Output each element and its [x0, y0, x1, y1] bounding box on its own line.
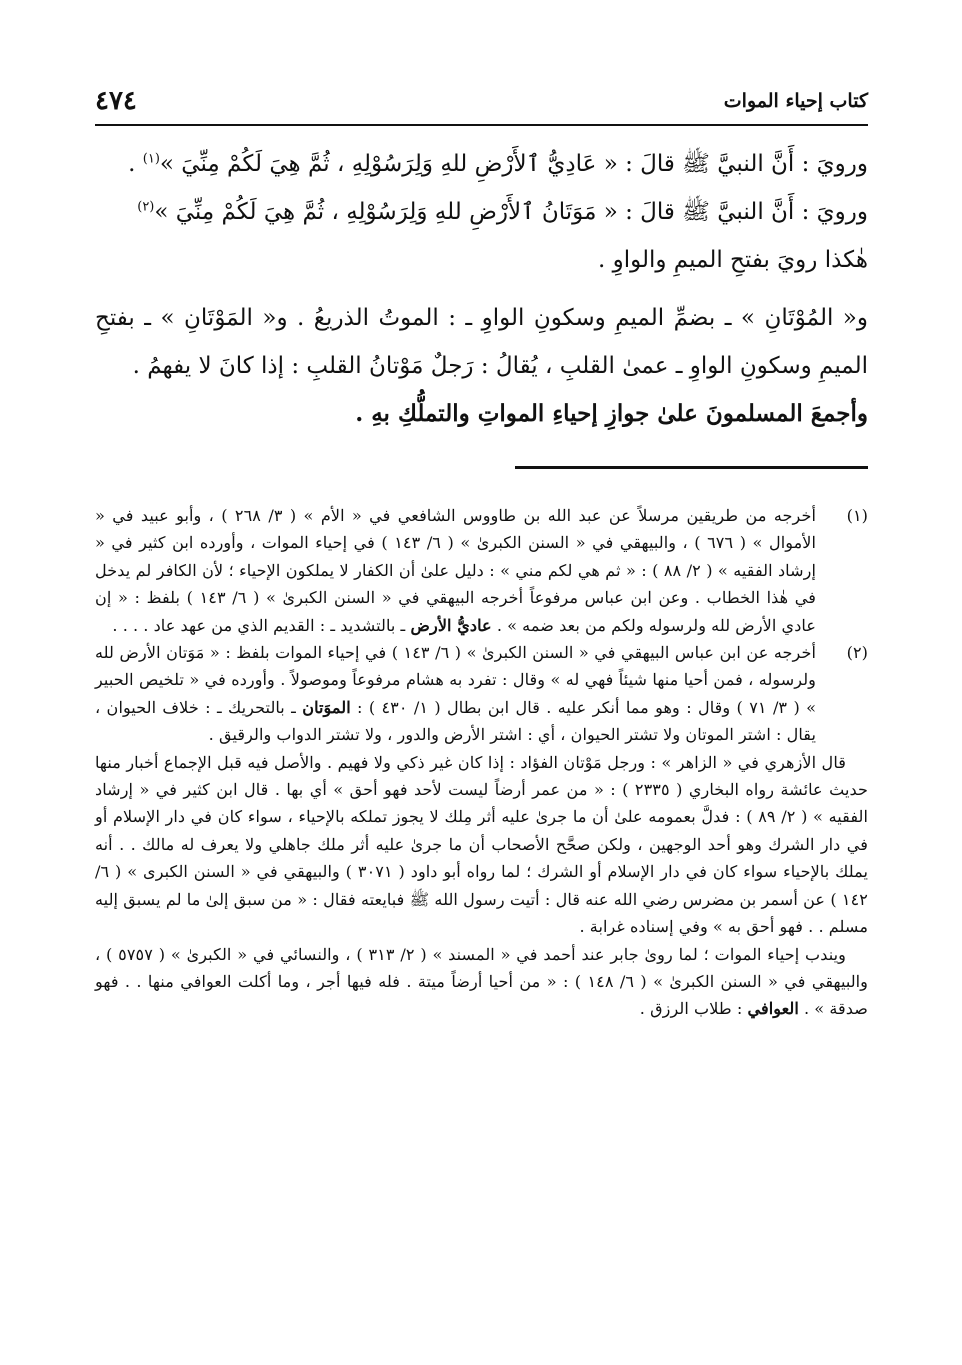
hadith-1-text: ورويَ : أَنَّ النبيَّ ﷺ قالَ : « عَادِيُّ ٱلأَرْضِ للهِ وَلِرَسُوْلِهِ ، ثُمَّ هِيَ لَكُمْ مِنِّيَ » [159, 151, 868, 177]
footnote-2 [95, 639, 868, 749]
nasai-body-end: : طلاب الرزق . [639, 999, 748, 1019]
nasai-term: العوافي [747, 999, 799, 1019]
footnote-2-nasai-paragraph [95, 941, 868, 1023]
footnote-2-body: أخرجه عن ابن عباس البيهقي في « السنن الكبرىٰ » ( ٦/ ١٤٣ ) في إحياء الموات بلفظ : « مَوَتان الأرض لله ولرسوله ، فمن أحيا منها شيئاً فهي له » وقال : تفرد به هشام مرفوعاً وموصولاً . وأورده في « تلخيص الحبير » ( ٣/ ٧١ ) وقال : وهو مما أنكر عليه . قال ابن بطال ( ١/ ٤٣٠ ) : [95, 643, 816, 717]
hadith-1 [95, 140, 868, 188]
footnotes [95, 502, 868, 1023]
hadith-2-text: ورويَ : أَنَّ النبيَّ ﷺ قالَ : « مَوَتَانُ ٱلأَرْضِ للهِ وَلِرَسُوْلِهِ ، ثُمَّ هِيَ لَكُمْ مِنِّيَ » [154, 199, 868, 225]
footnote-2-azhari-paragraph: قال الأزهري في « الزاهر » : ورجل مَوْتان الفؤاد : إذا كان غير ذكي ولا فهيم . والأصل فيه قبل الإجماع أخبار منها حديث عائشة رواه البخاري ( ٢٣٣٥ ) : « من عمر أرضاً ليست لأحد فهو أحق » أي بها . قال ابن كثير في « إرشاد الفقيه » ( ٢/ ٨٩ ) : فدلَّ بعمومه علىٰ أن ما جرىٰ عليه أثر مِلك لا يجوز تملكه بالإحياء ، سواء كان في دار الإسلام أو في دار الشرك وهو أحد الوجهين ، ولكن صحَّح الأصحاب أن ما جرىٰ عليه أثر ملك جاهلي ولا يعرف له مالك . . أنه يملك بالإحياء سواء كان في دار الإسلام أو الشرك ؛ لما رواه أبو داود ( ٣٠٧١ ) والبيهقي في « السنن الكبرى » ( ٦/ ١٤٢ ) عن أسمر بن مضرس رضي الله عنه قال : أتيت رسول الله ﷺ فبايعته فقال : « من سبق إلىٰ ما لم يسبق إليه مسلم . . فهو أحق به » وفي إسناده غرابة . [95, 752, 868, 937]
footnote-ref-2: (٢) [137, 199, 155, 215]
consensus-paragraph: وأجمعَ المسلمونَ علىٰ جوازِ إحياءِ المواتِ والتملُّكِ بهِ . [355, 400, 868, 427]
page-header [95, 86, 868, 124]
footnote-1-text [95, 502, 816, 639]
footnote-1-number: (١) [846, 506, 868, 525]
footnote-1-body-end: ـ بالتشديد ـ : القديم الذي من عهد عاد . . . . [112, 615, 411, 635]
footnote-2-number: (٢) [846, 643, 868, 663]
footnote-2-text [95, 639, 816, 749]
footnote-1-body: أخرجه من طريقين مرسلاً عن عبد الله بن طاووس الشافعي في « الأم » ( ٣/ ٢٦٨ ) ، وأبو عبيد في « الأموال » ( ٦٧٦ ) ، والبيهقي في « السنن الكبرىٰ » ( ٦/ ١٤٣ ) في إحياء الموات ، وأورده ابن كثير في « إرشاد الفقيه » ( ٢/ ٨٨ ) : « ثم هي لكم مني » : دليل علىٰ أن الكفار لا يملكون الإحياء ؛ لأن الكافر لم يدخل في هٰذا الخطاب . وعن ابن عباس مرفوعاً أخرجه البيهقي في « السنن الكبرىٰ » ( ٦/ ١٤٣ ) بلفظ : « إن عادي الأرض لله ولرسوله ولكم من بعد ضمه » . [95, 506, 816, 635]
page-number: ٤٧٤ [95, 86, 137, 116]
footnote-separator [515, 466, 868, 469]
footnote-2-body-end: ـ بالتحريك ـ : خلاف الحيوان ، يقال : اشتر الموتان ولا تشتر الحيوان ، أي : اشتر الأرض والدور ، ولا تشتر الدواب والرقيق . [95, 697, 816, 745]
header-rule [95, 124, 868, 126]
hadith-1-end: . [128, 151, 143, 177]
footnote-2-term: الموَتان [302, 697, 351, 717]
hadith-2-tail: هٰكذا رويَ بفتحِ الميمِ والواوِ . [597, 247, 868, 273]
hadith-2 [95, 188, 868, 284]
explanation-paragraph: و« المُوْتَانِ » ـ بضمِّ الميمِ وسكونِ الواوِ ـ : الموتُ الذريعُ . و« المَوْتَانِ » ـ بفتحِ الميمِ وسكونِ الواوِ ـ عمىٰ القلبِ ، يُقالُ : رَجلٌ مَوْتانُ القلبِ : إذا كانَ لا يفهمُ . [95, 305, 868, 379]
footnote-ref-1: (١) [142, 151, 160, 167]
running-title: كتاب إحياء الموات [723, 90, 868, 112]
main-text [95, 140, 868, 438]
footnote-1 [95, 502, 868, 639]
footnote-1-term: عاديُّ الأرض [410, 615, 492, 635]
nasai-body: ويندب إحياء الموات ؛ لما روىٰ جابر عند أحمد في « المسند » ( ٢/ ٣١٣ ) ، والنسائي في « الكبرىٰ » ( ٥٧٥٧ ) ، والبيهقي في « السنن الكبرىٰ » ( ٦/ ١٤٨ ) : « من أحيا أرضاً ميتة . فله فيها أجر ، وما أكلت العوافي منها . . فهو صدقة » . [95, 944, 868, 1019]
